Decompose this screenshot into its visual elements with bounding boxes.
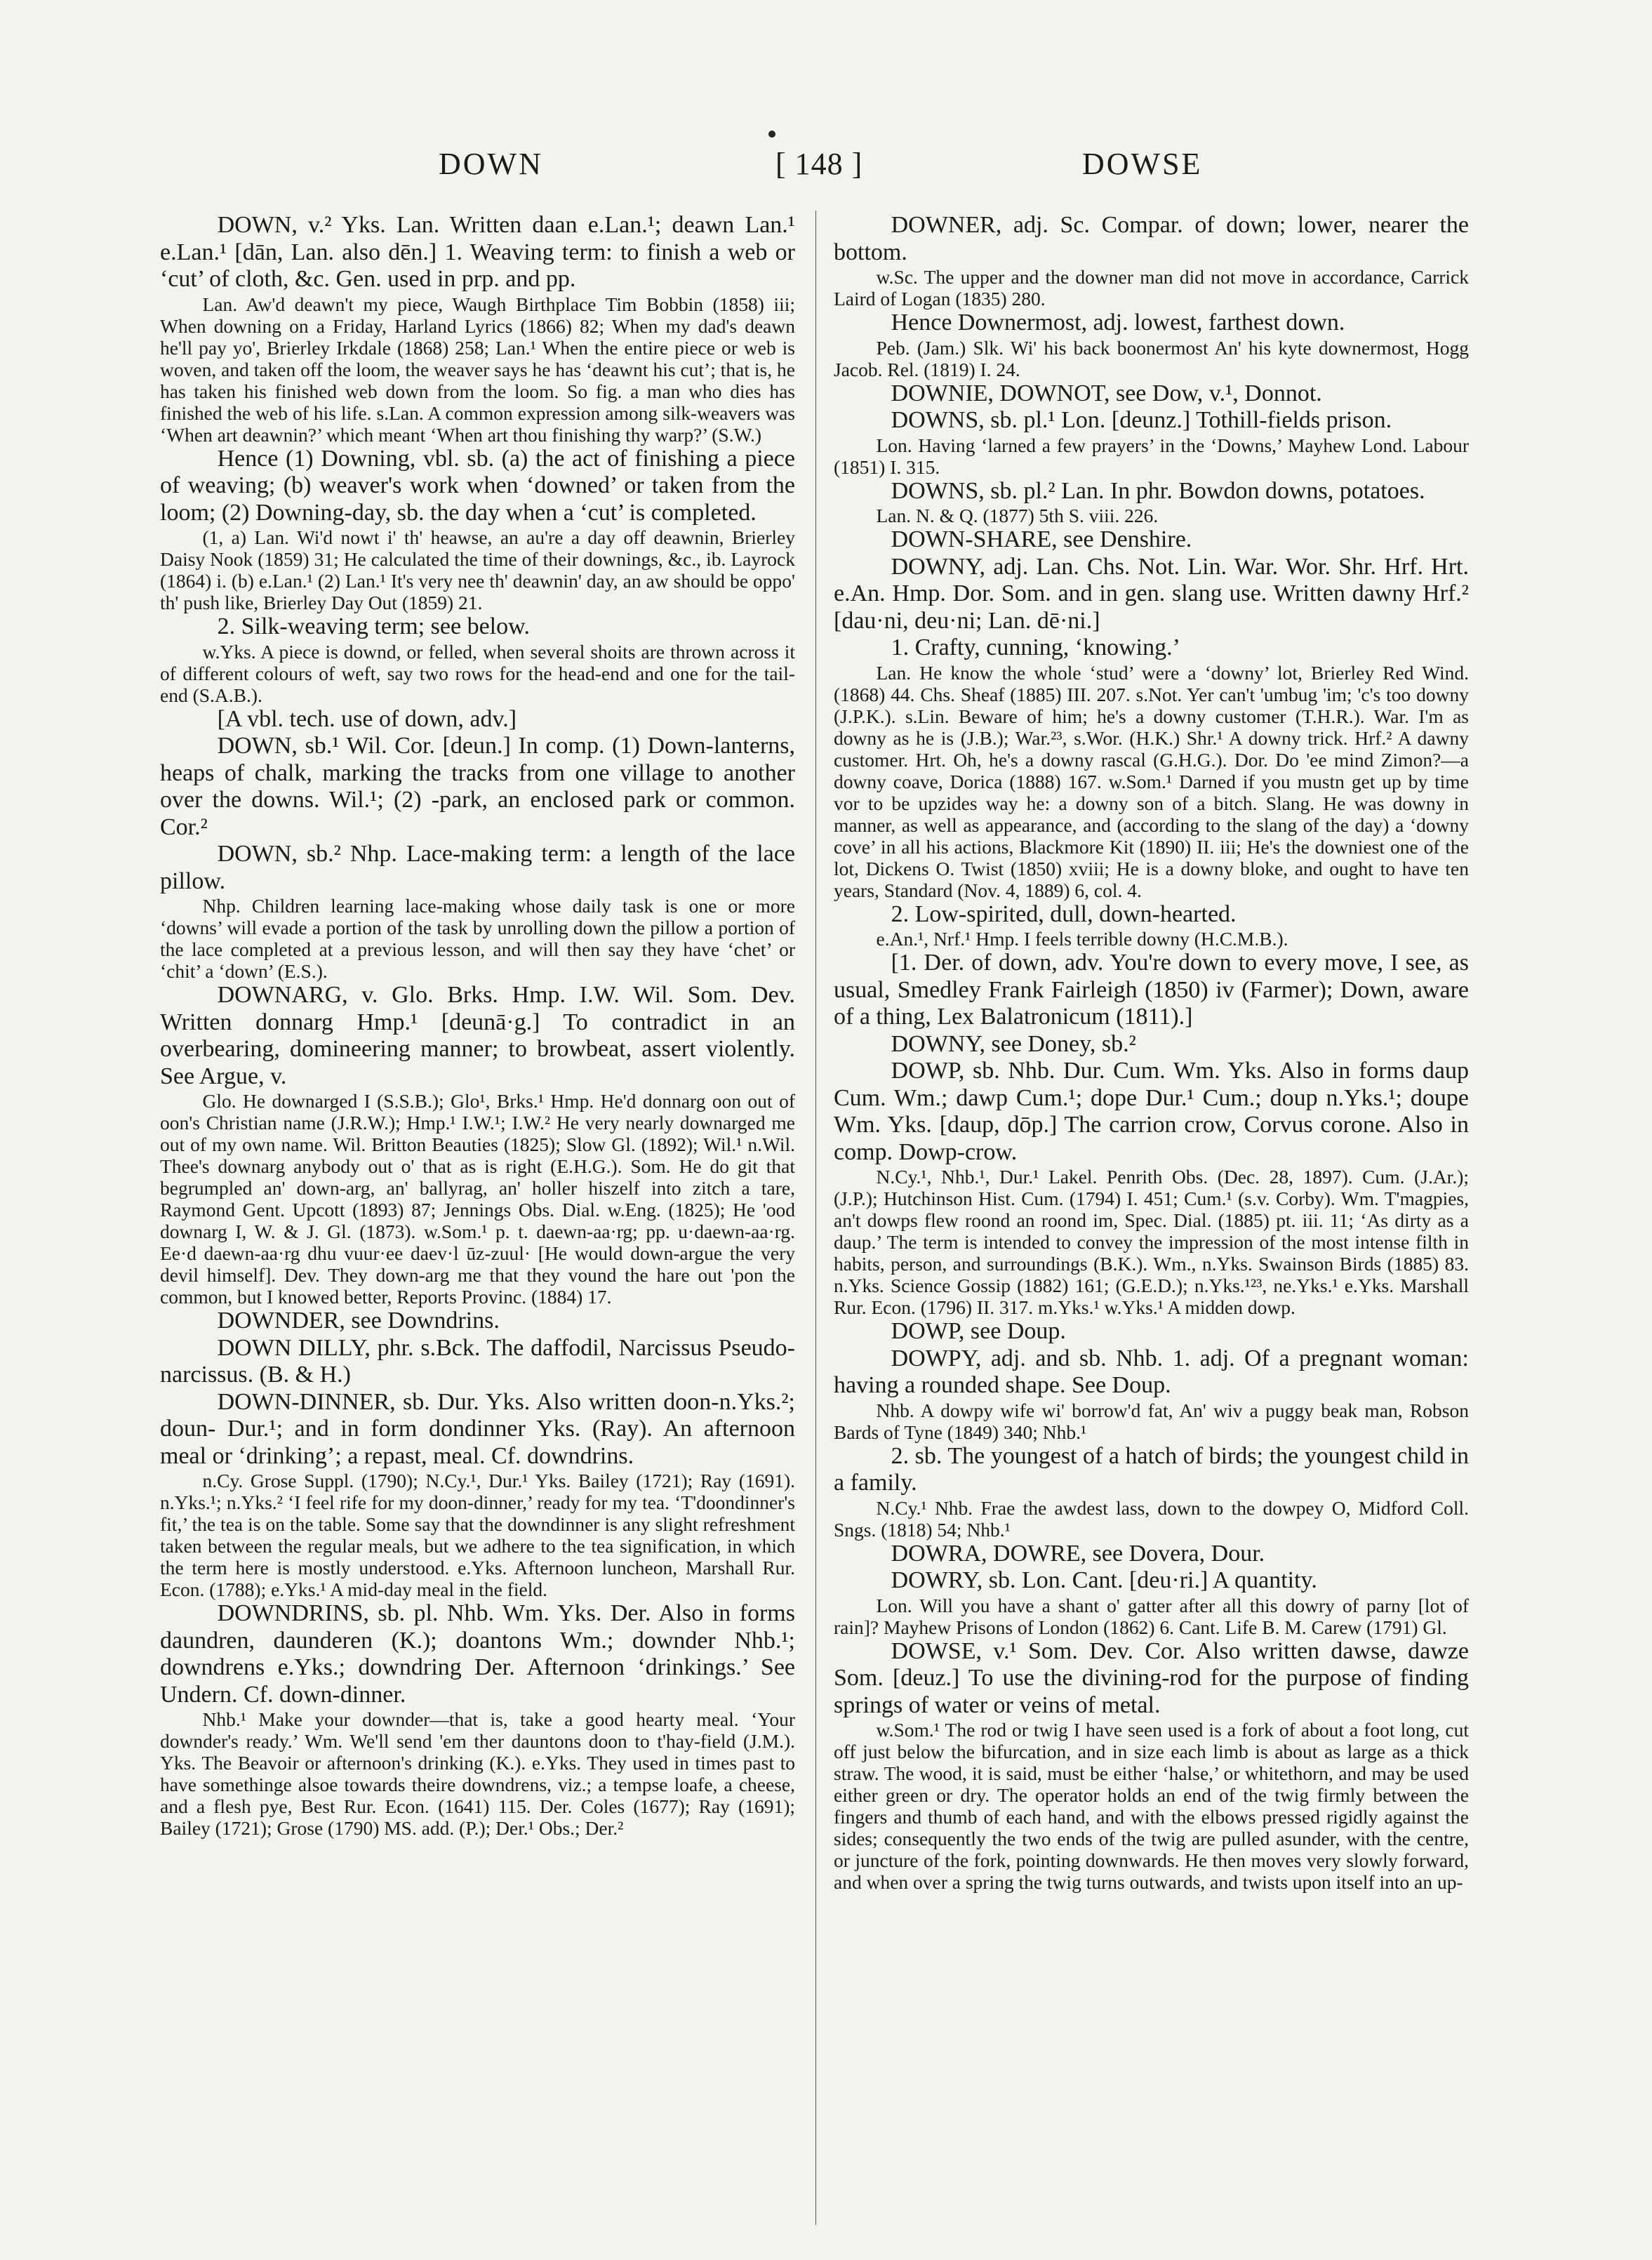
right-entry-19: DOWP, see Doup. — [891, 1318, 1066, 1344]
right-quotation-18: N.Cy.¹, Nhb.¹, Dur.¹ Lakel. Penrith Obs. (Dec. 28, 1897). Cum. (J.Ar.); (J.P.); Hutchinson Hist. Cum. (1794) I. 451; Cum.¹ (s.v. Corby). Wm. T'magpies, an't dowps flew roond an roond im, Spec. Dial. (1885) pt. iii. 11; ‘As dirty as a daup.’ The term is intended to convey the impression of the most intense filth in habits, person, and surroundings (B.K.). Wm., n.Yks. Swainson Birds (1885) 83. n.Yks. Science Gossip (1882) 161; (G.E.D.); n.Yks.¹²³, ne.Yks.¹ e.Yks. Marshall Rur. Econ. (1796) II. 317. m.Yks.¹ w.Yks.¹ A midden dowp. — [834, 1166, 1469, 1318]
right-entry-17: DOWP, sb. Nhb. Dur. Cum. Wm. Yks. Also in forms daup Cum. Wm.; dawp Cum.¹; dope Dur.¹ Cum.; doup n.Yks.¹; doupe Wm. Yks. [daup, dōp.] The carrion crow, Corvus corone. Also in comp. Dowp-crow. — [834, 1058, 1469, 1165]
right-entry-20: DOWPY, adj. and sb. Nhb. 1. adj. Of a pregnant woman: having a rounded shape. See Doup. — [834, 1345, 1469, 1398]
right-quotation-28: w.Som.¹ The rod or twig I have seen used is a fork of about a foot long, cut off just below the bifurcation, and in size each limb is about as large as a thick straw. The wood, it is said, must be either ‘halse,’ or whitethorn, and may be used either green or dry. The operator holds an end of the twig firmly between the fingers and thumb of each hand, and with the elbows pressed rigidly against the sides; consequently the two ends of the twig are pulled asunder, with the centre, or juncture of the fork, pointing downwards. He then moves very slowly forward, and when over a spring the twig turns outwards, and twists upon itself into an up- — [834, 1719, 1469, 1893]
running-header — [0, 146, 1652, 202]
right-column — [834, 212, 1469, 1893]
header-left-word: DOWN — [439, 147, 543, 181]
left-entry-2: Hence (1) Downing, vbl. sb. (a) the act of finishing a piece of weaving; (b) weaver's work when ‘downed’ or taken from the loom; (2) Downing-day, sb. the day when a ‘cut’ is completed. — [160, 445, 795, 526]
right-entry-5: DOWNS, sb. pl.¹ Lon. [deunz.] Tothill-fields prison. — [891, 407, 1392, 433]
right-entry-11: 1. Crafty, cunning, ‘knowing.’ — [891, 634, 1180, 660]
right-entry-24: DOWRA, DOWRE, see Dovera, Dour. — [891, 1540, 1265, 1567]
left-quotation-5: w.Yks. A piece is downd, or felled, when several shoits are thrown across it of different colours of weft, say two rows for the head-end and one for the tail-end (S.A.B.). — [160, 640, 795, 706]
right-quotation-8: Lan. N. & Q. (1877) 5th S. viii. 226. — [876, 505, 1159, 526]
header-right-word: DOWSE — [1082, 147, 1203, 181]
left-entry-4: 2. Silk-weaving term; see below. — [217, 613, 530, 639]
right-quotation-21: Nhb. A dowpy wife wi' borrow'd fat, An' wiv a puggy beak man, Robson Bards of Tyne (1849) 340; Nhb.¹ — [834, 1399, 1469, 1443]
right-entry-16: DOWNY, see Doney, sb.² — [891, 1030, 1136, 1057]
right-quotation-14: e.An.¹, Nrf.¹ Hmp. I feels terrible downy (H.C.M.B.). — [876, 928, 1288, 950]
right-entry-10: DOWNY, adj. Lan. Chs. Not. Lin. War. Wor. Shr. Hrf. Hrt. e.An. Hmp. Dor. Som. and in gen. slang use. Written dawny Hrf.² [dau·ni, deu·ni; Lan. dē·ni.] — [834, 553, 1469, 634]
left-entry-0: DOWN, v.² Yks. Lan. Written daan e.Lan.¹; deawn Lan.¹ e.Lan.¹ [dān, Lan. also dēn.] 1. Weaving term: to finish a web or ‘cut’ of cloth, &c. Gen. used in prp. and pp. — [160, 212, 795, 292]
right-quotation-6: Lon. Having ‘larned a few prayers’ in the ‘Downs,’ Mayhew Lond. Labour (1851) I. 315. — [834, 434, 1469, 478]
right-quotation-1: w.Sc. The upper and the downer man did not move in accordance, Carrick Laird of Logan (1835) 280. — [834, 266, 1469, 310]
right-entry-0: DOWNER, adj. Sc. Compar. of down; lower, nearer the bottom. — [834, 212, 1469, 265]
right-entry-22: 2. sb. The youngest of a hatch of birds; the youngest child in a family. — [834, 1442, 1469, 1496]
left-quotation-9: Nhp. Children learning lace-making whose daily task is one or more ‘downs’ will evade a portion of the task by unrolling down the pillow a portion of the lace completed at a previous lesson, and will then say they have ‘chet’ or ‘chit’ a ‘down’ (E.S.). — [160, 895, 795, 982]
left-quotation-3: (1, a) Lan. Wi'd nowt i' th' heawse, an au're a day off deawnin, Brierley Daisy Nook (1859) 31; He calculated the time of their downings, &c., ib. Layrock (1864) i. (b) e.Lan.¹ (2) Lan.¹ It's very nee th' deawnin' day, an aw should be oppo' th' push like, Brierley Day Out (1859) 21. — [160, 526, 795, 613]
right-quotation-3: Peb. (Jam.) Slk. Wi' his back boonermost An' his kyte downermost, Hogg Jacob. Rel. (1819) I. 24. — [834, 336, 1469, 380]
right-entry-7: DOWNS, sb. pl.² Lan. In phr. Bowdon downs, potatoes. — [891, 477, 1425, 504]
right-entry-27: DOWSE, v.¹ Som. Dev. Cor. Also written dawse, dawze Som. [deuz.] To use the divining-rod for the purpose of finding springs of water or veins of metal. — [834, 1637, 1469, 1718]
left-quotation-17: Nhb.¹ Make your downder—that is, take a good hearty meal. ‘Your downder's ready.’ Wm. We'll send 'em ther dauntons doon to t'hay-field (J.M.). Yks. The Beavoir or afternoon's drinking (K.). e.Yks. They used in times past to have somethinge alsoe towards theire downdrens, viz.; a tempse loafe, a cheese, and a flesh pye, Best Rur. Econ. (1641) 115. Der. Coles (1677); Ray (1691); Bailey (1721); Grose (1790) MS. add. (P.); Der.¹ Obs.; Der.² — [160, 1708, 795, 1839]
left-quotation-15: n.Cy. Grose Suppl. (1790); N.Cy.¹, Dur.¹ Yks. Bailey (1721); Ray (1691). n.Yks.¹; n.Yks.² ‘I feel rife for my doon-dinner,’ ready for my tea. ‘T'doondinner's fit,’ the tea is on the table. Some say that the downdinner is any slight refreshment taken between the regular meals, but we adhere to the tea signification, in which the term here is mostly understood. e.Yks. Afternoon luncheon, Marshall Rur. Econ. (1788); e.Yks.¹ A mid-day meal in the field. — [160, 1470, 795, 1600]
left-entry-16: DOWNDRINS, sb. pl. Nhb. Wm. Yks. Der. Also in forms daundren, daunderen (K.); doantons Wm.; downder Nhb.¹; downdrens e.Yks.; downdring Der. Afternoon ‘drinkings.’ See Undern. Cf. down-dinner. — [160, 1600, 795, 1708]
right-entry-2: Hence Downermost, adj. lowest, farthest down. — [891, 310, 1345, 335]
left-entry-14: DOWN-DINNER, sb. Dur. Yks. Also written doon-n.Yks.²; doun- Dur.¹; and in form dondinner Yks. (Ray). An afternoon meal or ‘drinking’; a repast, meal. Cf. downdrins. — [160, 1388, 795, 1469]
page-number: [ 148 ] — [775, 147, 863, 181]
column-divider — [815, 211, 816, 2225]
left-entry-8: DOWN, sb.² Nhp. Lace-making term: a length of the lace pillow. — [160, 841, 795, 894]
left-quotation-11: Glo. He downarged I (S.S.B.); Glo¹, Brks.¹ Hmp. He'd donnarg oon out of oon's Christian name (J.R.W.); Hmp.¹ I.W.¹; I.W.² He very nearly downarged me out of my own name. Wil. Britton Beauties (1825); Slow Gl. (1892); Wil.¹ n.Wil. Thee's downarg anybody out o' that as is right (E.H.G.). Som. He do git that begrumpled an' down-arg, an' ballyrag, an' holler hiszelf into zitch a tare, Raymond Gent. Upcott (1893) 87; Jennings Obs. Dial. w.Eng. (1825); He 'ood downarg I, W. & J. Gl. (1873). w.Som.¹ p. t. daewn-aa·rg; pp. u·daewn-aa·rg. Ee·d daewn-aa·rg dhu vuur·ee daev·l ūz-zuul· [He would down-argue the very devil himself]. Dev. They down-arg me that they vound the hare out 'pon the common, but I knowed better, Reports Provinc. (1884) 17. — [160, 1090, 795, 1308]
right-quotation-23: N.Cy.¹ Nhb. Frae the awdest lass, down to the dowpey O, Midford Coll. Sngs. (1818) 54; Nhb.¹ — [834, 1496, 1469, 1541]
right-entry-15: [1. Der. of down, adv. You're down to every move, I see, as usual, Smedley Frank Fairleigh (1850) iv (Farmer); Down, aware of a thing, Lex Balatronicum (1811).] — [834, 950, 1469, 1030]
left-entry-6: [A vbl. tech. use of down, adv.] — [217, 705, 517, 732]
left-entry-13: DOWN DILLY, phr. s.Bck. The daffodil, Narcissus Pseudo-narcissus. (B. & H.) — [160, 1334, 795, 1388]
right-entry-25: DOWRY, sb. Lon. Cant. [deu·ri.] A quantity. — [891, 1567, 1317, 1593]
right-entry-13: 2. Low-spirited, dull, down-hearted. — [891, 900, 1237, 927]
right-entry-9: DOWN-SHARE, see Denshire. — [891, 526, 1192, 552]
left-quotation-1: Lan. Aw'd deawn't my piece, Waugh Birthplace Tim Bobbin (1858) iii; When downing on a Friday, Harland Lyrics (1866) 82; When my dad's deawn he'll pay yo', Brierley Irkdale (1868) 258; Lan.¹ When the entire piece or web is woven, and taken off the loom, the weaver says he has ‘deawnt his cut’; that is, he has taken his finished web down from the loom. So fig. a man who dies has finished the web of his life. s.Lan. A common expression among silk-weavers was ‘When art deawnin?’ which meant ‘When art thou finishing thy warp?’ (S.W.) — [160, 293, 795, 446]
left-entry-7: DOWN, sb.¹ Wil. Cor. [deun.] In comp. (1) Down-lanterns, heaps of chalk, marking the tracks from one village to another over the downs. Wil.¹; (2) -park, an enclosed park or common. Cor.² — [160, 733, 795, 840]
right-quotation-12: Lan. He know the whole ‘stud’ were a ‘downy’ lot, Brierley Red Wind. (1868) 44. Chs. Sheaf (1885) III. 207. s.Not. Yer can't 'umbug 'im; 'c's too downy (J.P.K.). s.Lin. Beware of him; he's a downy customer (T.H.R.). War. I'm as downy as he is (J.B.); War.²³, s.Wor. (H.K.) Shr.¹ A downy trick. Hrf.² A dawny customer. Hrt. Oh, he's a downy rascal (G.H.G.). Dor. Do 'ee mind Zimon?—a downy coave, Dorica (1888) 167. w.Som.¹ Darned if you mustn get up by time vor to be upzides way he: a downy son of a bitch. Slang. He was downy in manner, as well as appearance, and (according to the slang of the day) a ‘downy cove’ in all his actions, Blackmore Kit (1890) II. iii; He's the downiest one of the lot, Dickens O. Twist (1850) xviii; He is a downy bloke, and ought to have ten years, Standard (Nov. 4, 1889) 6, col. 4. — [834, 661, 1469, 901]
right-entry-4: DOWNIE, DOWNOT, see Dow, v.¹, Donnot. — [891, 380, 1322, 406]
left-entry-12: DOWNDER, see Downdrins. — [217, 1308, 500, 1334]
left-entry-10: DOWNARG, v. Glo. Brks. Hmp. I.W. Wil. Som. Dev. Written donnarg Hmp.¹ [deunā·g.] To contradict in an overbearing, domineering manner; to browbeat, assert violently. See Argue, v. — [160, 982, 795, 1089]
left-column — [160, 212, 795, 1839]
right-quotation-26: Lon. Will you have a shant o' gatter after all this dowry of parny [lot of rain]? Mayhew Prisons of London (1862) 6. Cant. Life B. M. Carew (1791) Gl. — [834, 1594, 1469, 1638]
ink-dot — [768, 131, 775, 138]
